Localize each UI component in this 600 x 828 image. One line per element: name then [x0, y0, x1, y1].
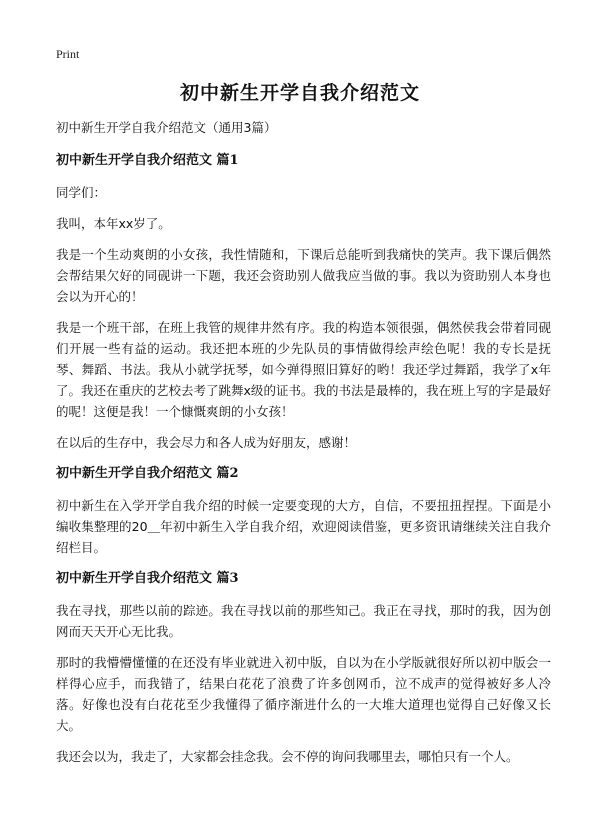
print-link[interactable]: Print [56, 47, 80, 61]
document-subtitle: 初中新生开学自我介绍范文（通用3篇） [56, 120, 277, 135]
section-1-paragraph: 同学们： [56, 185, 107, 200]
section-heading-2: 初中新生开学自我介绍范文 篇2 [56, 466, 239, 481]
section-1-paragraph: 我是一个生动爽朗的小女孩，我性情随和，下课后总能听到我痛快的笑声。我下课后偶然会帮结果欠好的同砚讲一下题，我还会资助别人做我应当做的事。我以为资助别人本身也会以为开心的！ [56, 247, 551, 304]
section-2-paragraph: 初中新生在入学开学自我介绍的时候一定要变现的大方，自信，不要扭扭捏捏。下面是小编收集整理的20＿年初中新生入学自我介绍，欢迎阅读借鉴，更多资讯请继续关注自我介绍栏目。 [56, 498, 551, 555]
section-heading-3: 初中新生开学自我介绍范文 篇3 [56, 571, 239, 586]
section-3-paragraph: 我在寻找，那些以前的踪迹。我在寻找以前的那些知己。我正在寻找，那时的我，因为创网而天天开心无比我。 [56, 603, 551, 639]
section-3-paragraph: 我还会以为，我走了，大家都会挂念我。会不停的询问我哪里去，哪怕只有一个人。 [56, 749, 519, 764]
section-1-paragraph: 我是一个班干部，在班上我管的规律井然有序。我的构造本领很强，偶然侯我会带着同砚们开展一些有益的运动。我还把本班的少先队员的事情做得绘声绘色呢！我的专长是抚琴、舞蹈、书法。我从小就学抚琴，如今弹得照旧算好的哟！我还学过舞蹈，我学了x年了。我还在重庆的艺校去考了跳舞x级的证书。我的书法是最棒的，我在班上写的字是最好的呢！这便是我！一个慷慨爽朗的小女孩！ [56, 320, 551, 419]
article-body [56, 118, 551, 777]
section-1-paragraph: 我叫，本年xx岁了。 [56, 216, 171, 231]
section-1-paragraph: 在以后的生存中，我会尽力和各人成为好朋友，感谢！ [56, 435, 357, 450]
page-title: 初中新生开学自我介绍范文 [179, 82, 420, 104]
section-3-paragraph: 那时的我懵懵懂懂的在还没有毕业就进入初中版，自以为在小学版就很好所以初中版会一样得心应手，而我错了，结果白花花了浪费了许多创网币，泣不成声的觉得被好多人冷落。好像也没有白花花至少我懂得了循序渐进什么的一大堆大道理也觉得自己好像又长大。 [56, 655, 551, 733]
section-heading-1: 初中新生开学自我介绍范文 篇1 [56, 153, 239, 168]
